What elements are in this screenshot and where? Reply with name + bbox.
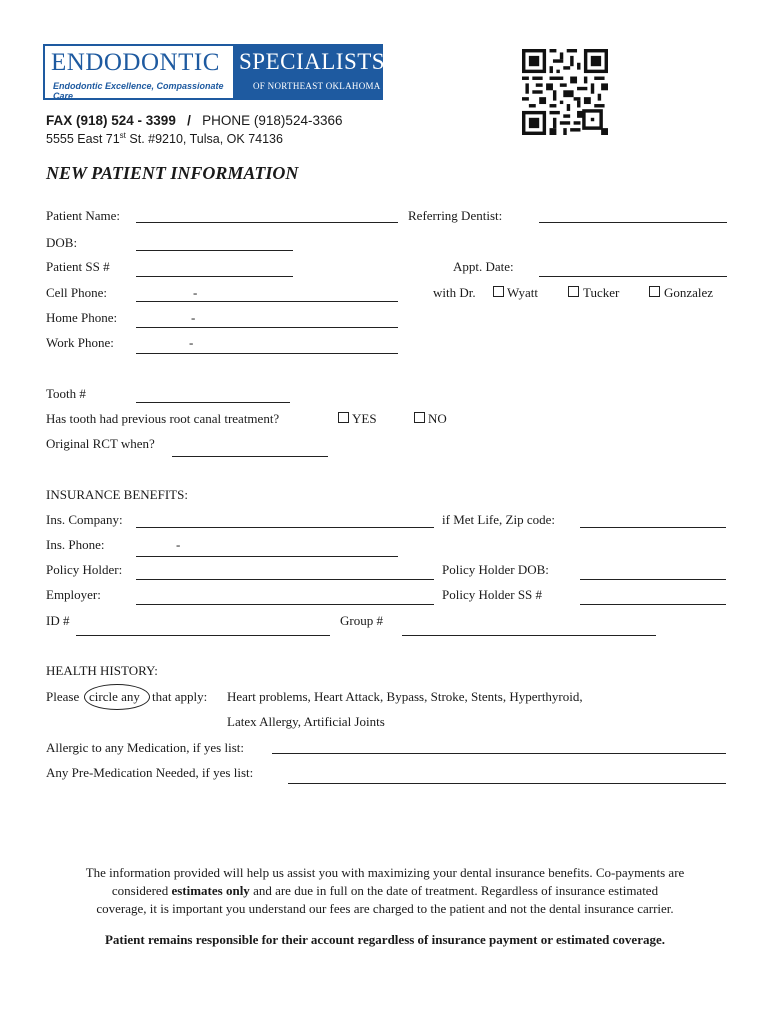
patient-ss-field[interactable] bbox=[136, 276, 293, 277]
allergic-medication-field[interactable] bbox=[272, 753, 726, 754]
ins-phone-dash: - bbox=[176, 537, 181, 552]
logo-word-specialists: SPECIALISTS bbox=[239, 49, 386, 74]
patient-name-field[interactable] bbox=[136, 222, 398, 223]
rct-question: Has tooth had previous root canal treatment? bbox=[46, 411, 280, 426]
patient-name-label: Patient Name: bbox=[46, 208, 121, 223]
policy-holder-ss-label: Policy Holder SS # bbox=[442, 587, 543, 602]
please-text: Please bbox=[46, 689, 80, 704]
premedication-label: Any Pre-Medication Needed, if yes list: bbox=[46, 765, 254, 780]
contact-separator: / bbox=[187, 113, 191, 128]
work-phone-field[interactable] bbox=[136, 353, 398, 354]
home-phone-label: Home Phone: bbox=[46, 310, 118, 325]
that-apply-text: that apply: bbox=[152, 689, 208, 704]
dob-field[interactable] bbox=[136, 250, 293, 251]
rct-yes-label: YES bbox=[352, 411, 377, 426]
policy-holder-dob-field[interactable] bbox=[580, 579, 726, 580]
fax-number: FAX (918) 524 - 3399 bbox=[46, 113, 176, 128]
employer-label: Employer: bbox=[46, 587, 101, 602]
policy-holder-label: Policy Holder: bbox=[46, 562, 123, 577]
work-phone-label: Work Phone: bbox=[46, 335, 114, 350]
responsibility-notice: Patient remains responsible for their account regardless of insurance payment or estimated coverage. bbox=[104, 932, 665, 947]
policy-holder-field[interactable] bbox=[136, 579, 434, 580]
tooth-number-label: Tooth # bbox=[46, 386, 86, 401]
logo-subtitle: OF NORTHEAST OKLAHOMA bbox=[253, 81, 381, 91]
doctor-gonzalez-label: Gonzalez bbox=[664, 285, 714, 300]
doctor-tucker-label: Tucker bbox=[583, 285, 620, 300]
circle-any-text: circle any bbox=[89, 689, 140, 704]
premedication-field[interactable] bbox=[288, 783, 726, 784]
conditions-list-line1: Heart problems, Heart Attack, Bypass, Stroke, Stents, Hyperthyroid, bbox=[227, 689, 583, 704]
rct-when-label: Original RCT when? bbox=[46, 436, 155, 451]
dob-label: DOB: bbox=[46, 235, 78, 250]
phone-number: PHONE (918)524-3366 bbox=[202, 113, 343, 128]
practice-address: 5555 East 71st St. #9210, Tulsa, OK 74136 bbox=[46, 131, 283, 147]
doctor-tucker-checkbox[interactable] bbox=[568, 286, 579, 297]
doctor-wyatt-checkbox[interactable] bbox=[493, 286, 504, 297]
health-history-heading: HEALTH HISTORY: bbox=[46, 663, 158, 678]
allergic-medication-label: Allergic to any Medication, if yes list: bbox=[46, 740, 244, 755]
metlife-zip-field[interactable] bbox=[580, 527, 726, 528]
rct-no-label: NO bbox=[428, 411, 447, 426]
contact-phone-fax bbox=[46, 113, 342, 128]
tooth-number-field[interactable] bbox=[136, 402, 290, 403]
form-title: NEW PATIENT INFORMATION bbox=[46, 163, 299, 183]
doctor-wyatt-label: Wyatt bbox=[507, 285, 538, 300]
referring-dentist-field[interactable] bbox=[539, 222, 727, 223]
cell-phone-label: Cell Phone: bbox=[46, 285, 108, 300]
doctor-gonzalez-checkbox[interactable] bbox=[649, 286, 660, 297]
ins-phone-field[interactable] bbox=[136, 556, 398, 557]
metlife-zip-label: if Met Life, Zip code: bbox=[442, 512, 555, 527]
conditions-list-line2: Latex Allergy, Artificial Joints bbox=[227, 714, 385, 729]
home-phone-field[interactable] bbox=[136, 327, 398, 328]
group-label: Group # bbox=[340, 613, 383, 628]
insurance-disclaimer: The information provided will help us assist you with maximizing your dental insurance benefits. Co-payments are considered estimates only and are due in full on the date of treatment. Regardless of insurance estimated coverage, it is important you understand our fees are charged to the patient and not the dental insurance carrier. bbox=[85, 865, 685, 916]
group-field[interactable] bbox=[402, 635, 656, 636]
cell-phone-dash: - bbox=[193, 285, 198, 300]
home-phone-dash: - bbox=[191, 310, 196, 325]
ins-phone-label: Ins. Phone: bbox=[46, 537, 105, 552]
id-field[interactable] bbox=[76, 635, 330, 636]
logo-word-endodontic: ENDODONTIC bbox=[51, 49, 220, 76]
referring-dentist-label: Referring Dentist: bbox=[408, 208, 503, 223]
cell-phone-field[interactable] bbox=[136, 301, 398, 302]
ins-company-label: Ins. Company: bbox=[46, 512, 123, 527]
patient-ss-label: Patient SS # bbox=[46, 259, 110, 274]
work-phone-dash: - bbox=[189, 335, 194, 350]
appt-date-field[interactable] bbox=[539, 276, 727, 277]
logo-tagline: Endodontic Excellence, Compassionate Care bbox=[53, 81, 224, 101]
with-dr-label: with Dr. bbox=[433, 285, 476, 300]
practice-logo bbox=[43, 44, 386, 101]
policy-holder-dob-label: Policy Holder DOB: bbox=[442, 562, 549, 577]
qr-code-icon[interactable] bbox=[522, 48, 608, 136]
rct-no-checkbox[interactable] bbox=[414, 412, 425, 423]
insurance-heading: INSURANCE BENEFITS: bbox=[46, 487, 188, 502]
ins-company-field[interactable] bbox=[136, 527, 434, 528]
employer-field[interactable] bbox=[136, 604, 434, 605]
policy-holder-ss-field[interactable] bbox=[580, 604, 726, 605]
rct-when-field[interactable] bbox=[172, 456, 328, 457]
rct-yes-checkbox[interactable] bbox=[338, 412, 349, 423]
id-label: ID # bbox=[46, 613, 70, 628]
appt-date-label: Appt. Date: bbox=[453, 259, 514, 274]
